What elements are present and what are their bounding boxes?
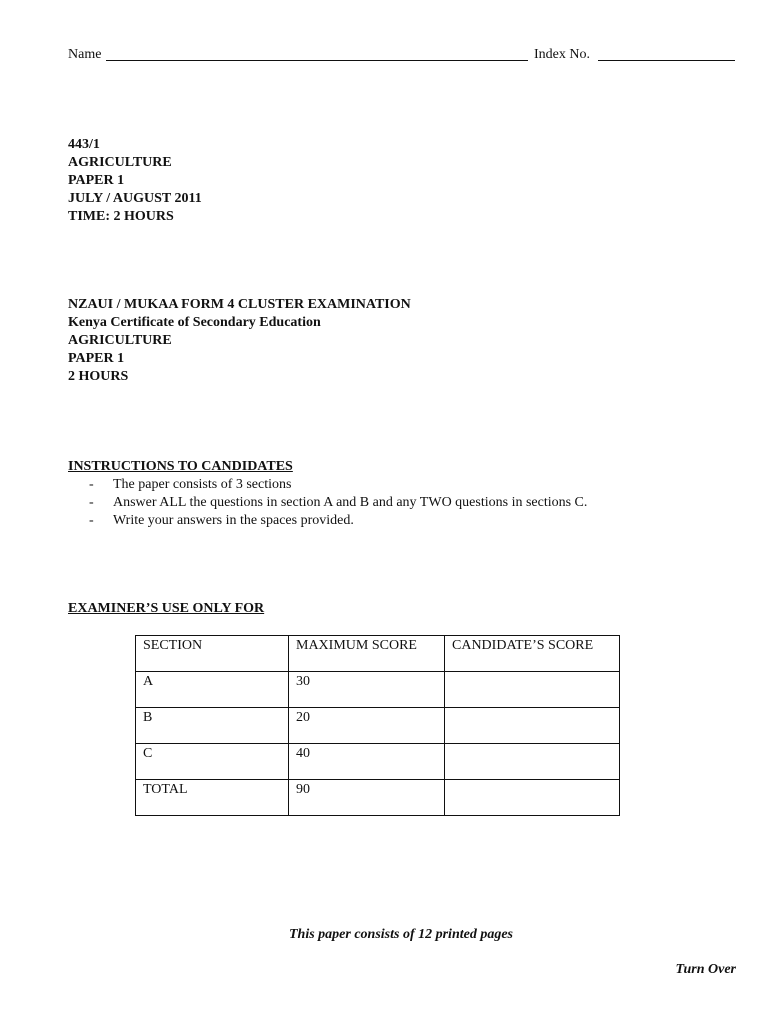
candidate-details-row [68, 46, 736, 64]
candidate-score-cell [445, 744, 620, 780]
turn-over-label: Turn Over [675, 962, 736, 977]
name-blank-line [106, 60, 528, 61]
score-table [135, 635, 620, 816]
table-row [136, 708, 620, 744]
max-score-cell: 40 [289, 744, 445, 780]
candidate-score-cell [445, 708, 620, 744]
instruction-text: The paper consists of 3 sections [113, 477, 292, 492]
table-header-row [136, 636, 620, 672]
section-cell: TOTAL [136, 780, 289, 816]
instruction-text: Answer ALL the questions in section A and B and any TWO questions in sections C. [113, 495, 588, 510]
exam-title-block [68, 296, 411, 386]
exam-paper: PAPER 1 [68, 351, 125, 366]
dash-bullet: - [89, 477, 94, 492]
name-label: Name [68, 47, 102, 62]
section-cell: A [136, 672, 289, 708]
exam-certificate: Kenya Certificate of Secondary Education [68, 315, 321, 330]
section-cell: B [136, 708, 289, 744]
index-number-blank-line [598, 60, 735, 61]
instruction-item [68, 476, 728, 494]
exam-duration: 2 HOURS [68, 369, 129, 384]
instruction-text: Write your answers in the spaces provided. [113, 513, 354, 528]
instruction-item [68, 494, 728, 512]
table-row [136, 744, 620, 780]
max-score-cell: 30 [289, 672, 445, 708]
paper-time: TIME: 2 HOURS [68, 209, 174, 224]
table-row [136, 672, 620, 708]
header-cell-maximum-score: MAXIMUM SCORE [289, 636, 445, 672]
paper-header [68, 136, 202, 226]
paper-code: 443/1 [68, 137, 100, 152]
max-score-cell: 90 [289, 780, 445, 816]
candidate-score-cell [445, 780, 620, 816]
instruction-item [68, 512, 728, 530]
candidate-score-cell [445, 672, 620, 708]
section-cell: C [136, 744, 289, 780]
header-cell-section: SECTION [136, 636, 289, 672]
max-score-cell: 20 [289, 708, 445, 744]
header-cell-candidate-score: CANDIDATE’S SCORE [445, 636, 620, 672]
instructions-title: INSTRUCTIONS TO CANDIDATES [68, 459, 293, 474]
exam-subject: AGRICULTURE [68, 333, 172, 348]
paper-date: JULY / AUGUST 2011 [68, 191, 202, 206]
instructions-section [68, 458, 728, 530]
dash-bullet: - [89, 495, 94, 510]
paper-number: PAPER 1 [68, 173, 125, 188]
examiner-use-title: EXAMINER’S USE ONLY FOR [68, 601, 265, 616]
paper-subject: AGRICULTURE [68, 155, 172, 170]
index-number-label: Index No. [534, 47, 590, 62]
page-count-note: This paper consists of 12 printed pages [288, 927, 513, 942]
exam-name: NZAUI / MUKAA FORM 4 CLUSTER EXAMINATION [68, 297, 411, 312]
dash-bullet: - [89, 513, 94, 528]
instructions-list [68, 476, 728, 530]
table-row-total [136, 780, 620, 816]
